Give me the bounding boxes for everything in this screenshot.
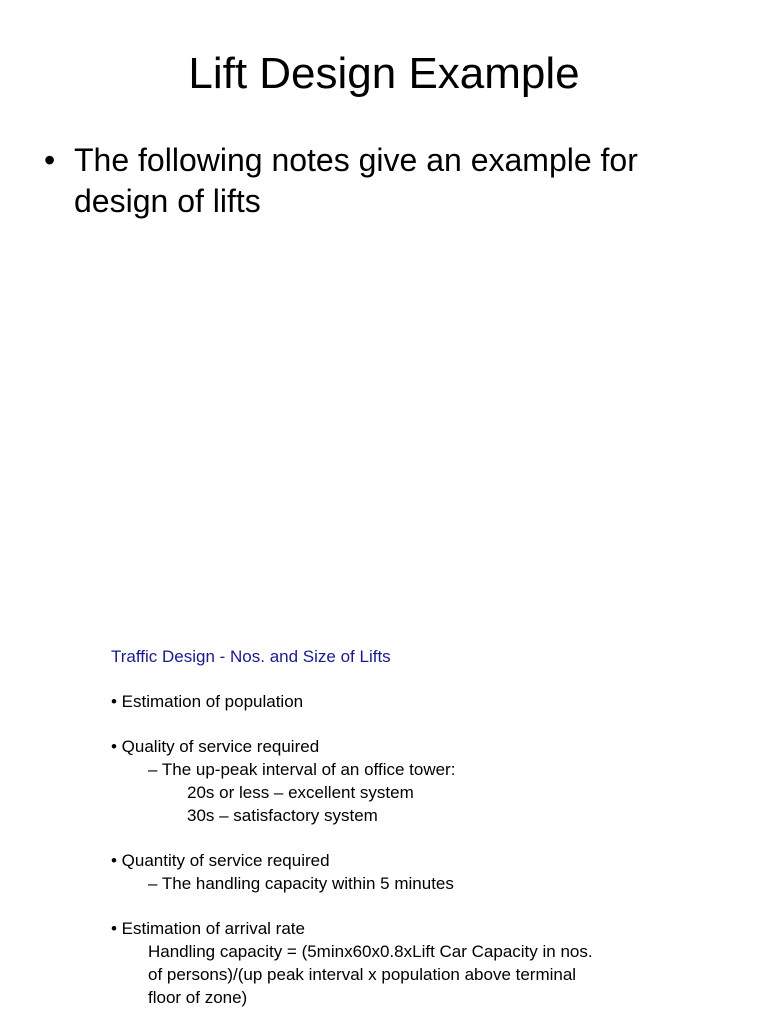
spacer: [111, 895, 711, 917]
notes-section: [111, 645, 711, 1009]
notes-subitem-excellent: 20s or less – excellent system: [187, 783, 414, 802]
main-bullet-text: The following notes give an example for design of lifts: [74, 142, 638, 219]
spacer: [111, 668, 711, 690]
notes-subitem-handling: – The handling capacity within 5 minutes: [148, 874, 454, 893]
notes-item-quality: • Quality of service required: [111, 737, 320, 756]
notes-subitem-formula-2: of persons)/(up peak interval x population above terminal: [148, 965, 577, 984]
notes-item-quantity: • Quantity of service required: [111, 851, 330, 870]
notes-heading: Traffic Design - Nos. and Size of Lifts: [111, 647, 391, 666]
spacer: [111, 827, 711, 849]
slide-title: Lift Design Example: [188, 49, 580, 98]
notes-subitem-uppeak: – The up-peak interval of an office tower:: [148, 760, 456, 779]
notes-item-population: • Estimation of population: [111, 692, 304, 711]
spacer: [111, 713, 711, 735]
notes-subitem-formula-1: Handling capacity = (5minx60x0.8xLift Car Capacity in nos.: [148, 942, 593, 961]
notes-subitem-satisfactory: 30s – satisfactory system: [187, 806, 378, 825]
main-bullet: [44, 140, 724, 222]
bullet-glyph: •: [44, 142, 56, 178]
notes-item-arrival: • Estimation of arrival rate: [111, 919, 305, 938]
notes-subitem-formula-3: floor of zone): [148, 988, 248, 1007]
